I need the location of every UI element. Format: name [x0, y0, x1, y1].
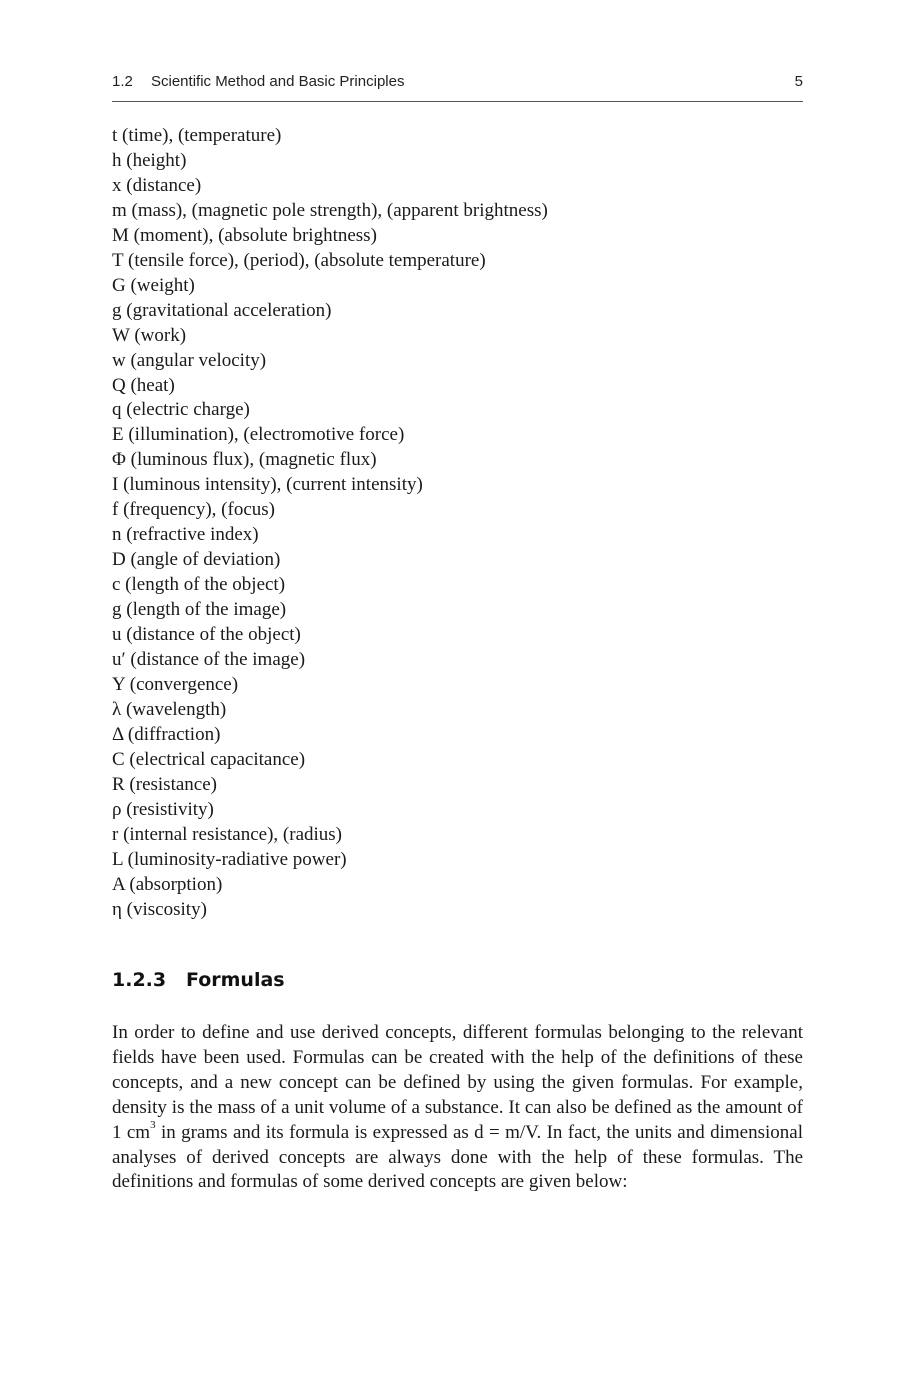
symbol-list-item: η (viscosity): [112, 898, 207, 920]
symbol-list-item: n (refractive index): [112, 524, 259, 546]
symbol-list-item: R (resistance): [112, 773, 217, 795]
header-section-number: 1.2: [112, 73, 133, 90]
section-number: 1.2.3: [112, 969, 167, 991]
symbol-list-item: L (luminosity-radiative power): [112, 848, 347, 870]
symbol-list-item: u′ (distance of the image): [112, 649, 306, 671]
symbol-list-item: Δ (diffraction): [112, 723, 221, 745]
symbol-list-item: u (distance of the object): [112, 624, 301, 646]
running-header: [112, 71, 803, 95]
symbol-list-item: λ (wavelength): [112, 698, 227, 720]
symbol-list-item: g (length of the image): [112, 599, 287, 621]
section-title: Formulas: [186, 969, 285, 991]
header-section-title: Scientific Method and Basic Principles: [151, 73, 405, 90]
header-divider: [112, 101, 803, 102]
section-heading: [112, 969, 285, 991]
symbol-list: [112, 124, 548, 923]
symbol-list-item: T (tensile force), (period), (absolute temperature): [112, 249, 486, 271]
symbol-list-item: A (absorption): [112, 873, 223, 895]
symbol-list-item: G (weight): [112, 274, 195, 296]
symbol-list-item: Q (heat): [112, 374, 175, 396]
symbol-list-item: I (luminous intensity), (current intensity): [112, 474, 423, 496]
symbol-list-item: x (distance): [112, 174, 202, 196]
page-number: 5: [794, 73, 803, 90]
paragraph-text-part1: In order to define and use derived concepts, different formulas belonging to the relevant fields have been used. Formulas can be created with the help of the definitions of these concepts, and a new concept can be defined by using the given formulas. For example, density is the mass of a unit volume of a substance. It can also be defined as the amount of 1 cm: [112, 1022, 803, 1143]
symbol-list-item: ρ (resistivity): [112, 798, 214, 820]
symbol-list-item: W (work): [112, 324, 187, 346]
symbol-list-item: C (electrical capacitance): [112, 748, 306, 770]
symbol-list-item: h (height): [112, 149, 187, 171]
symbol-list-item: c (length of the object): [112, 574, 286, 596]
superscript-exponent: 3: [150, 1119, 156, 1132]
symbol-list-item: f (frequency), (focus): [112, 499, 275, 521]
symbol-list-item: Y (convergence): [112, 673, 239, 695]
symbol-list-item: m (mass), (magnetic pole strength), (apparent brightness): [112, 199, 548, 221]
symbol-list-item: D (angle of deviation): [112, 549, 281, 571]
paragraph-text-part2: in grams and its formula is expressed as d = m/V. In fact, the units and dimensional analyses of derived concepts are always done with the help of these formulas. The definitions and formulas of some derived concepts are given below:: [112, 1121, 803, 1193]
symbol-list-item: r (internal resistance), (radius): [112, 823, 343, 845]
symbol-list-item: E (illumination), (electromotive force): [112, 424, 405, 446]
symbol-list-item: w (angular velocity): [112, 349, 267, 371]
symbol-list-item: g (gravitational acceleration): [112, 299, 332, 321]
symbol-list-item: t (time), (temperature): [112, 125, 282, 146]
symbol-list-item: q (electric charge): [112, 399, 250, 421]
body-paragraph: [112, 1021, 803, 1195]
symbol-list-item: M (moment), (absolute brightness): [112, 224, 377, 246]
symbol-list-item: Φ (luminous flux), (magnetic flux): [112, 449, 377, 471]
